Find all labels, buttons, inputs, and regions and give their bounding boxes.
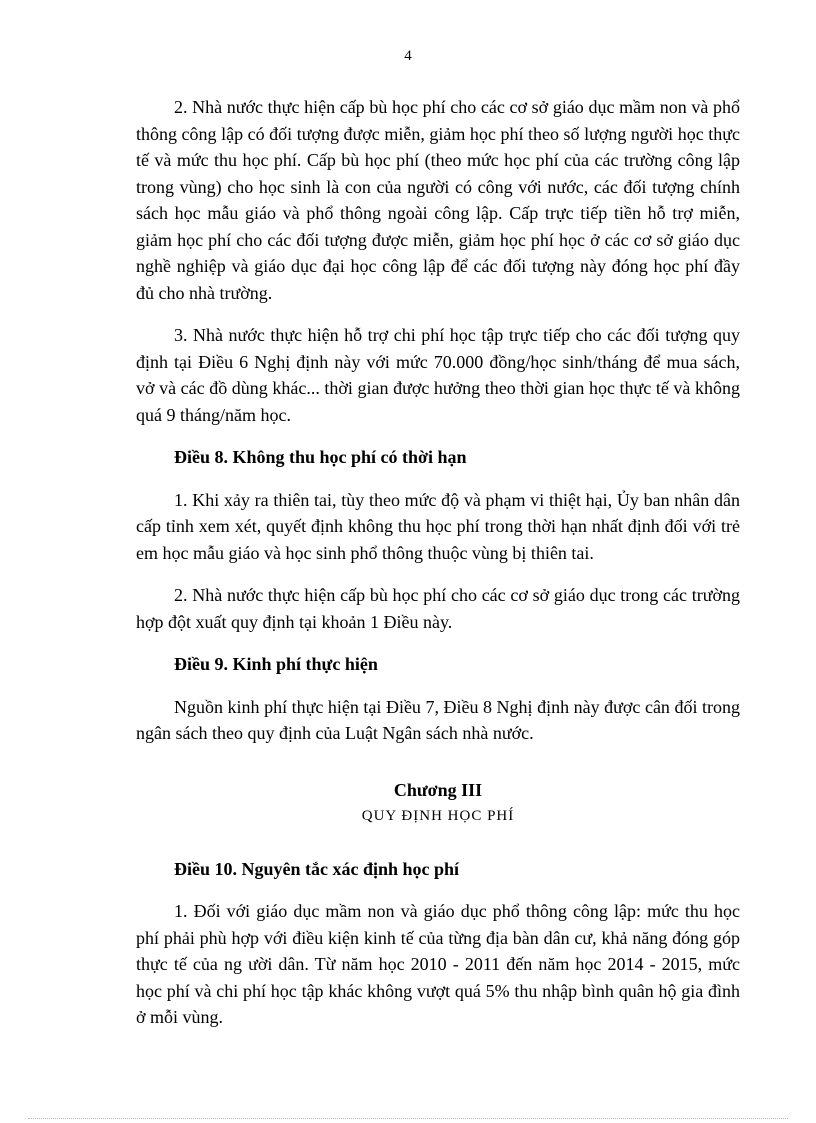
paragraph-thien-tai: 1. Khi xảy ra thiên tai, tùy theo mức độ và phạm vi thiệt hại, Ủy ban nhân dân cấp tỉnh xem xét, quyết định không thu học phí trong thời hạn nhất định đối với trẻ em học mẫu giáo và học sinh phổ thông thuộc vùng bị thiên tai. bbox=[136, 489, 740, 563]
paragraph-muc-thu-hoc-phi: 1. Đối với giáo dục mầm non và giáo dục phổ thông công lập: mức thu học phí phải phù hợp với điều kiện kinh tế của từng địa bàn dân cư, khả năng đóng góp thực tế của ng ười dân. Từ năm học 2010 - 2011 đến năm học 2014 - 2015, mức học phí và chi phí học tập khác không vượt quá 5% thu nhập bình quân hộ gia đình ở mỗi vùng. bbox=[136, 901, 740, 1027]
chapter-title: Chương III bbox=[393, 779, 483, 800]
chapter-subtitle: QUY ĐỊNH HỌC PHÍ bbox=[361, 808, 515, 824]
article-heading-dieu-8: Điều 8. Không thu học phí có thời hạn bbox=[174, 447, 467, 467]
article-heading-dieu-9: Điều 9. Kinh phí thực hiện bbox=[174, 654, 378, 674]
document-body bbox=[136, 94, 740, 1047]
page-bottom-divider bbox=[28, 1118, 788, 1119]
page-number: 4 bbox=[404, 48, 412, 64]
paragraph-ho-tro-chi-phi: 3. Nhà nước thực hiện hỗ trợ chi phí học tập trực tiếp cho các đối tượng quy định tại Điều 6 Nghị định này với mức 70.000 đồng/học sinh/tháng để mua sách, vở và các đồ dùng khác... thời gian được hưởng theo thời gian học thực tế và không quá 9 tháng/năm học. bbox=[136, 325, 740, 425]
paragraph-nguon-kinh-phi: Nguồn kinh phí thực hiện tại Điều 7, Điều 8 Nghị định này được cân đối trong ngân sách theo quy định của Luật Ngân sách nhà nước. bbox=[136, 696, 740, 743]
article-heading-dieu-10: Điều 10. Nguyên tắc xác định học phí bbox=[174, 858, 460, 879]
paragraph-cap-bu-dot-xuat: 2. Nhà nước thực hiện cấp bù học phí cho các cơ sở giáo dục trong các trường hợp đột xuất quy định tại khoản 1 Điều này. bbox=[136, 585, 740, 632]
paragraph-cap-bu-hoc-phi: 2. Nhà nước thực hiện cấp bù học phí cho các cơ sở giáo dục mầm non và phổ thông công lập có đối tượng được miễn, giảm học phí theo số lượng người học thực tế và mức thu học phí. Cấp bù học phí (theo mức học phí của các trường công lập trong vùng) cho học sinh là con của người có công với nước, các đối tượng chính sách học mẫu giáo và phổ thông ngoài công lập. Cấp trực tiếp tiền hỗ trợ miễn, giảm học phí cho các đối tượng được miễn, giảm học phí học ở các cơ sở giáo dục nghề nghiệp và giáo dục đại học công lập để các đối tượng này đóng học phí đầy đủ cho nhà trường. bbox=[136, 97, 740, 303]
